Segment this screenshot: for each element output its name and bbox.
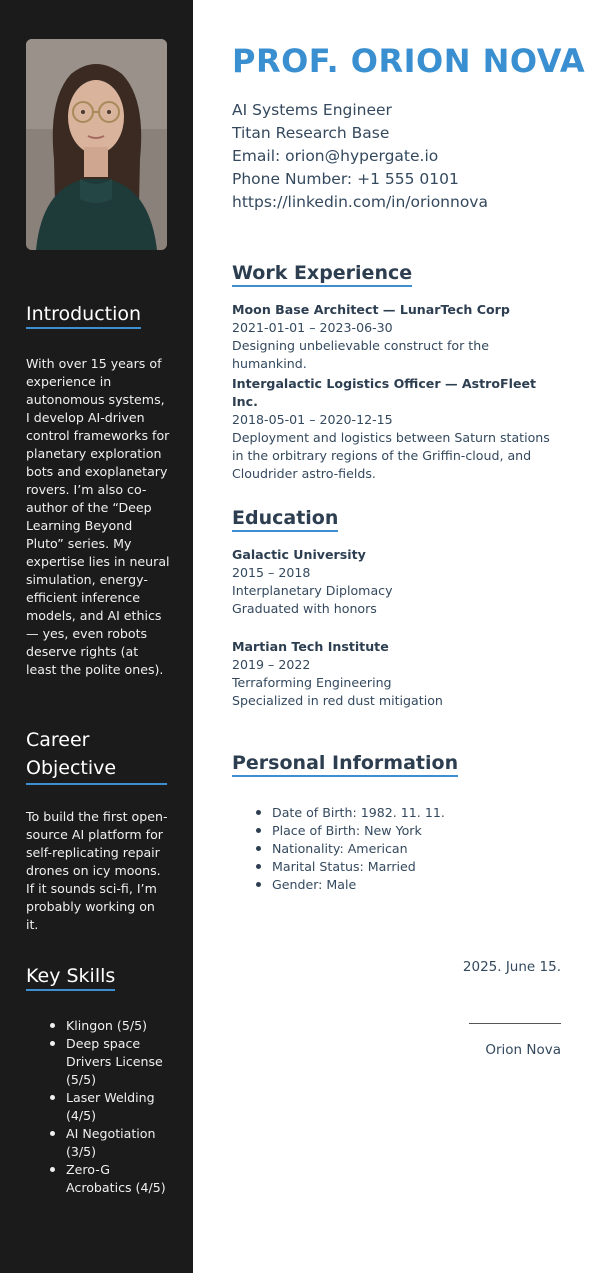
key-skills-list: [26, 1017, 176, 1197]
personal-info-item: Gender: Male: [232, 876, 445, 894]
signature-line: [469, 1023, 561, 1024]
sidebar: [0, 0, 193, 1273]
introduction-heading: Introduction: [26, 300, 167, 328]
person-name: PROF. ORION NOVA: [232, 42, 586, 80]
career-objective-heading: Career Objective: [26, 726, 167, 785]
skill-item: Deep space Drivers License (5/5): [26, 1035, 176, 1089]
document-date: 2025. June 15.: [462, 959, 561, 975]
phone-number: Phone Number: +1 555 0101: [232, 170, 459, 188]
work-item: [232, 301, 562, 373]
education-note: Graduated with honors: [232, 601, 377, 616]
skill-item: Klingon (5/5): [26, 1017, 176, 1035]
personal-info-item: Date of Birth: 1982. 11. 11.: [232, 804, 445, 822]
education-item: [232, 546, 562, 618]
work-dates: 2021-01-01 – 2023-06-30: [232, 320, 393, 335]
portrait-image: [26, 39, 167, 250]
personal-info-item: Nationality: American: [232, 840, 445, 858]
school-name: Martian Tech Institute: [232, 639, 389, 654]
profile-photo: [26, 39, 167, 250]
linkedin-link[interactable]: https://linkedin.com/in/orionnova: [232, 193, 488, 211]
work-title: Moon Base Architect — LunarTech Corp: [232, 302, 510, 317]
education-years: 2019 – 2022: [232, 657, 311, 672]
education-degree: Terraforming Engineering: [232, 675, 392, 690]
signature-name: Orion Nova: [485, 1042, 561, 1058]
main-content: [193, 0, 600, 1273]
key-skills-heading: Key Skills: [26, 962, 167, 990]
skill-item: Laser Welding (4/5): [26, 1089, 176, 1125]
education-note: Specialized in red dust mitigation: [232, 693, 443, 708]
work-dates: 2018-05-01 – 2020-12-15: [232, 412, 393, 427]
education-heading: Education: [232, 505, 338, 532]
career-objective-text: To build the first open-source AI platform for self-replicating repair drones on icy moons. If it sounds sci-fi, I’m probably working on it.: [26, 809, 168, 932]
education-item: [232, 638, 562, 710]
work-item: [232, 375, 562, 483]
education-years: 2015 – 2018: [232, 565, 311, 580]
work-description: Designing unbelievable construct for the humankind.: [232, 338, 489, 371]
location: Titan Research Base: [232, 124, 390, 142]
personal-info-item: Marital Status: Married: [232, 858, 445, 876]
email[interactable]: Email: orion@hypergate.io: [232, 147, 439, 165]
work-experience-heading: Work Experience: [232, 260, 412, 287]
job-title: AI Systems Engineer: [232, 101, 392, 119]
introduction-text: With over 15 years of experience in autonomous systems, I develop AI-driven control frameworks for planetary exploration bots and exoplanetary rovers. I’m also co-author of the “Deep Learning Beyond Pluto” series. My expertise lies in neural simulation, energy-efficient inference models, and AI ethics — yes, even robots deserve rights (at least the polite ones).: [26, 356, 170, 677]
work-title: Intergalactic Logistics Officer — AstroFleet Inc.: [232, 376, 537, 409]
work-description: Deployment and logistics between Saturn stations in the orbitrary regions of the Griffin-cloud, and Cloudrider astro-fields.: [232, 430, 550, 481]
school-name: Galactic University: [232, 547, 366, 562]
contact-block: [232, 99, 488, 214]
skill-item: AI Negotiation (3/5): [26, 1125, 176, 1161]
personal-information-heading: Personal Information: [232, 750, 458, 777]
personal-info-item: Place of Birth: New York: [232, 822, 445, 840]
education-degree: Interplanetary Diplomacy: [232, 583, 393, 598]
personal-information-list: [232, 804, 445, 894]
skill-item: Zero-G Acrobatics (4/5): [26, 1161, 176, 1197]
